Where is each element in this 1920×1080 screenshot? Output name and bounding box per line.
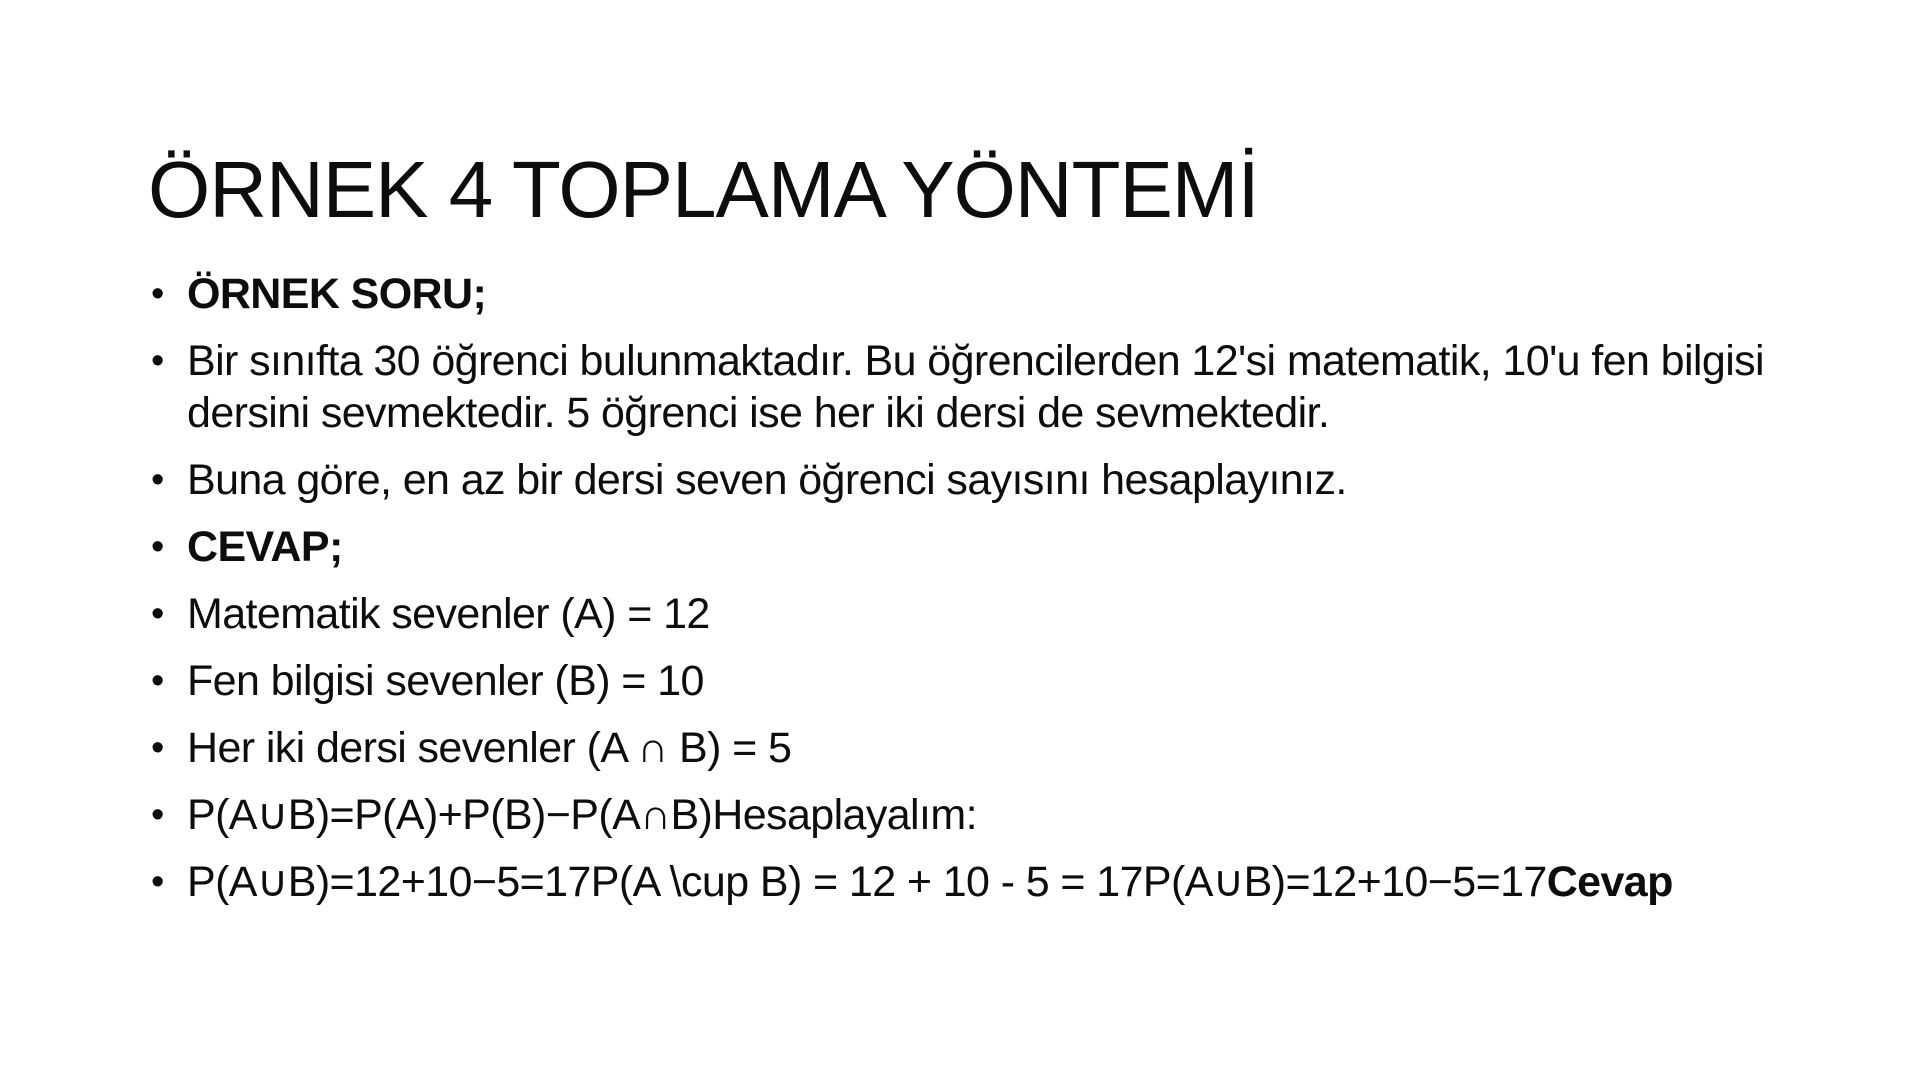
bullet-item-set-b [150,655,1850,707]
slide-title: ÖRNEK 4 TOPLAMA YÖNTEMİ [148,144,1259,234]
bullet-item-intersection [150,722,1850,774]
bullet-text: Matematik sevenler (A) = 12 [187,590,710,638]
bullet-icon: • [151,861,164,903]
bullet-item-formula [150,789,1850,841]
bullet-icon: • [151,459,164,501]
bullet-text: P(A∪B)=P(A)+P(B)−P(A∩B)Hesaplayalım: [187,791,977,839]
bullet-icon: • [151,794,164,836]
bullet-icon: • [151,727,164,769]
bullet-item-set-a [150,588,1850,640]
bullet-item-problem-statement [150,335,1850,439]
bullet-text: Bir sınıfta 30 öğrenci bulunmaktadır. Bu öğrencilerden 12'si matematik, 10'u fen bilgisi dersini sevmektedir. 5 öğrenci ise her iki dersi de sevmektedir. [187,337,1765,437]
bullet-item-question [150,454,1850,506]
bullet-text: CEVAP; [187,523,343,571]
bullet-icon: • [151,660,164,702]
bullet-text: Her iki dersi sevenler (A ∩ B) = 5 [187,724,792,772]
bullet-text: Buna göre, en az bir dersi seven öğrenci sayısını hesaplayınız. [187,456,1347,504]
bullet-text: Fen bilgisi sevenler (B) = 10 [187,657,704,705]
bullet-text: P(A∪B)=12+10−5=17P(A \cup B) = 12 + 10 - 5 = 17P(A∪B)=12+10−5=17 [187,858,1547,906]
bullet-text: ÖRNEK SORU; [187,270,487,318]
bullet-icon: • [151,340,164,382]
bullet-item-ornek-soru [150,268,1850,320]
bullet-item-cevap [150,521,1850,573]
bullet-text-bold-suffix: Cevap [1546,858,1673,906]
bullet-item-result [150,856,1850,908]
bullet-icon: • [151,273,164,315]
bullet-icon: • [151,526,164,568]
bullet-icon: • [151,593,164,635]
bullet-list [150,268,1850,923]
